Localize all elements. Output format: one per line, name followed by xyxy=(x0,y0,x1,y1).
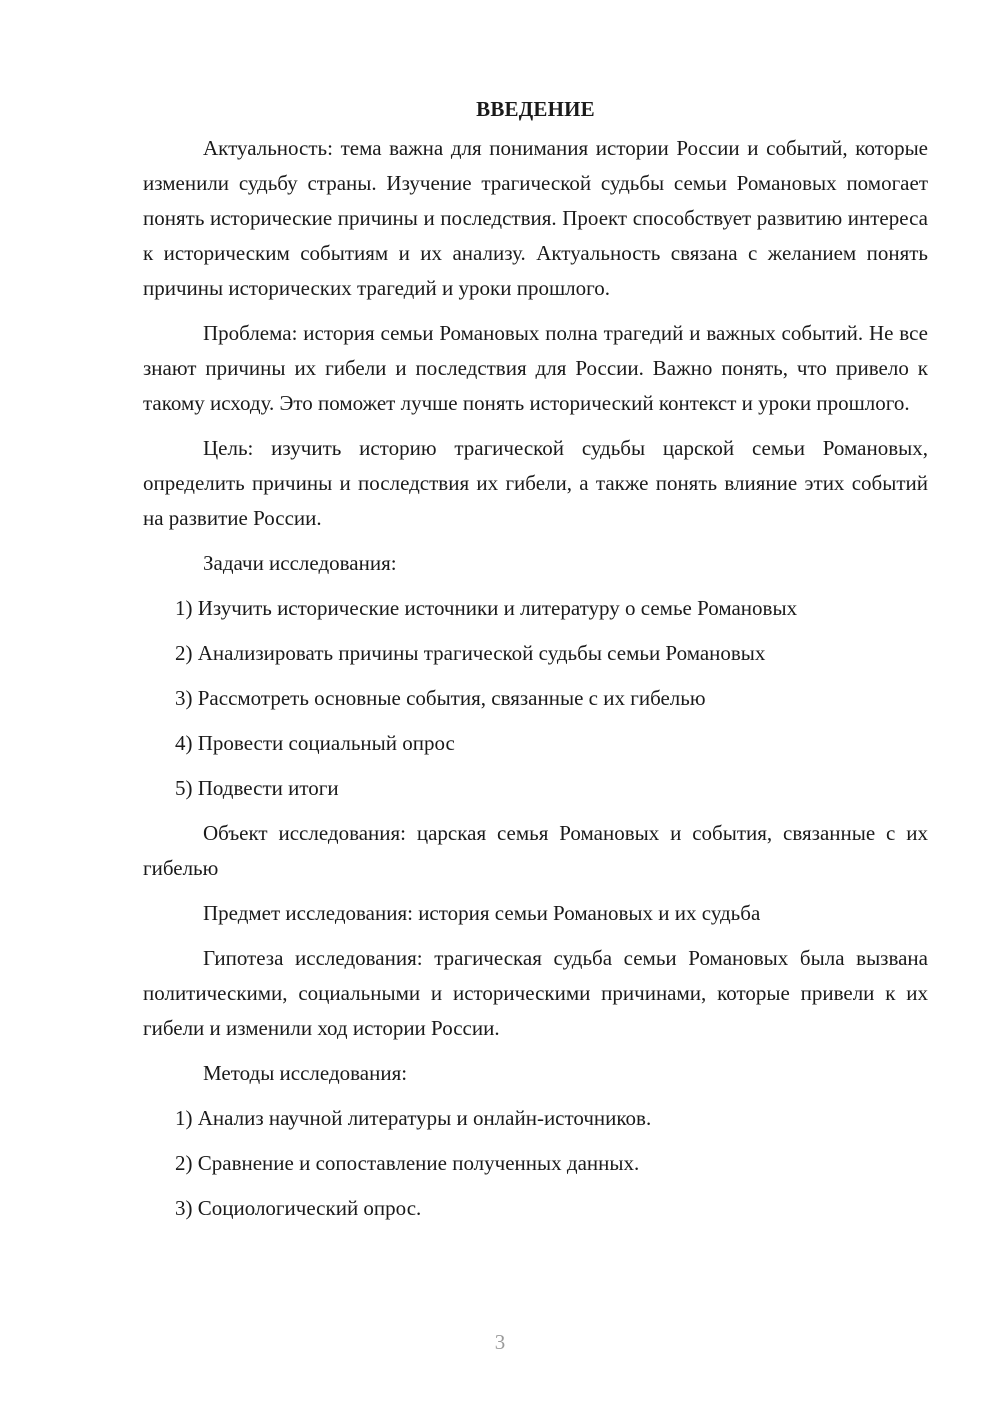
relevance-paragraph: Актуальность: тема важна для понимания истории России и событий, которые изменили судьбу страны. Изучение трагической судьбы семьи Романовых помогает понять исторические причины и последствия. Проект способствует развитию интереса к историческим событиям и их анализу. Актуальность связана с желанием понять причины исторических трагедий и уроки прошлого. xyxy=(143,136,928,300)
method-item: 3) Социологический опрос. xyxy=(175,1196,422,1220)
section-title: ВВЕДЕНИЕ xyxy=(476,97,595,121)
task-item: 3) Рассмотреть основные события, связанные с их гибелью xyxy=(175,686,706,710)
method-item: 1) Анализ научной литературы и онлайн-источников. xyxy=(175,1106,652,1130)
subject-paragraph: Предмет исследования: история семьи Романовых и их судьба xyxy=(203,901,761,925)
task-item: 5) Подвести итоги xyxy=(175,776,339,800)
hypothesis-paragraph: Гипотеза исследования: трагическая судьба семьи Романовых была вызвана политическими, социальными и историческими причинами, которые привели к их гибели и изменили ход истории России. xyxy=(143,946,928,1040)
page-number: 3 xyxy=(494,1330,506,1354)
task-item: 2) Анализировать причины трагической судьбы семьи Романовых xyxy=(175,641,766,665)
problem-paragraph: Проблема: история семьи Романовых полна трагедий и важных событий. Не все знают причины их гибели и последствия для России. Важно понять, что привело к такому исходу. Это поможет лучше понять исторический контекст и уроки прошлого. xyxy=(143,321,928,415)
document-page xyxy=(143,92,928,1236)
task-item: 4) Провести социальный опрос xyxy=(175,731,455,755)
task-item: 1) Изучить исторические источники и литературу о семье Романовых xyxy=(175,596,798,620)
object-paragraph: Объект исследования: царская семья Романовых и события, связанные с их гибелью xyxy=(143,821,928,880)
tasks-heading: Задачи исследования: xyxy=(203,551,397,575)
method-item: 2) Сравнение и сопоставление полученных данных. xyxy=(175,1151,640,1175)
goal-paragraph: Цель: изучить историю трагической судьбы царской семьи Романовых, определить причины и последствия их гибели, а также понять влияние этих событий на развитие России. xyxy=(143,436,928,530)
methods-heading: Методы исследования: xyxy=(203,1061,408,1085)
